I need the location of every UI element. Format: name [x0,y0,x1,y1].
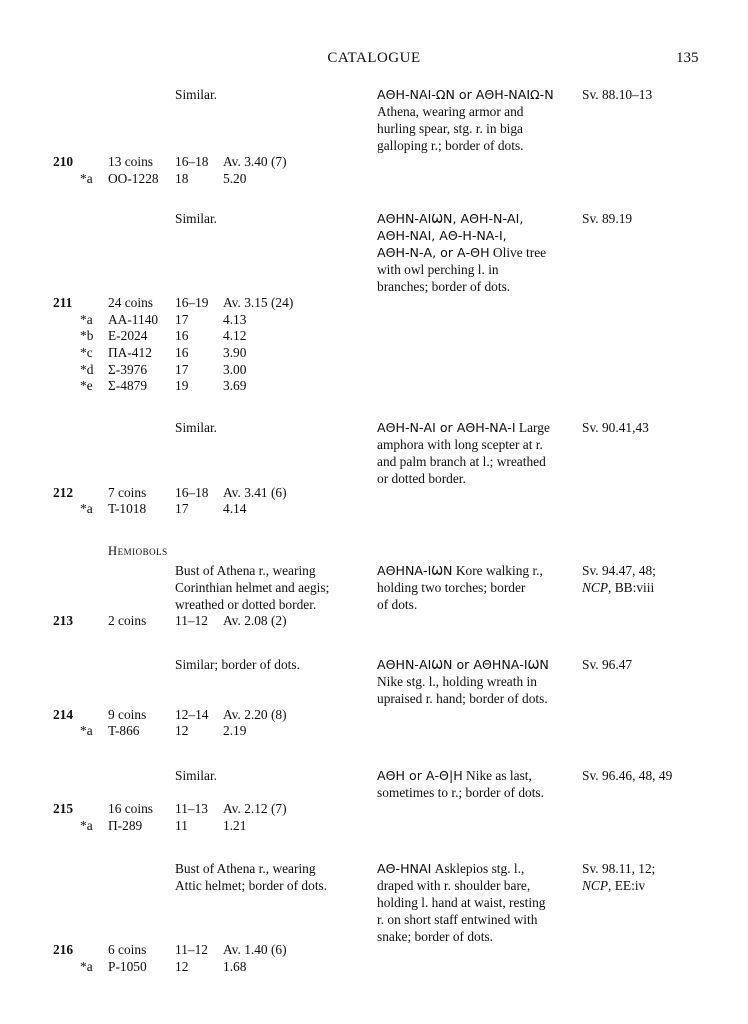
diameter-range: 12–14 [175,707,209,722]
reverse-description [377,656,567,707]
obverse-description [175,860,327,894]
coin-count: 24 coins [108,295,154,310]
reverse-legend: ΑΘΗ-Ν-Α, or Α-ΘΗ [377,245,490,260]
reverse-legend: ΑΘΗ or Α-Θ|Η [377,768,463,783]
diameter: 16 [175,345,189,360]
weight: 1.68 [223,959,247,974]
reverse-text: Asklepios stg. l., [434,861,525,876]
average-weight: Av. 1.40 (6) [223,942,287,957]
reference-abbrev: NCP [582,878,609,893]
reverse-text: Athena, wearing armor and [377,104,524,119]
diameter: 18 [175,171,189,186]
obverse-description [175,562,329,613]
reverse-text: snake; border of dots. [377,929,494,944]
specimen-mark: *a [80,723,93,738]
weight: 4.13 [223,312,247,327]
diameter: 17 [175,362,189,377]
diameter-range: 11–12 [175,613,208,628]
inventory-number: P-1050 [108,959,147,974]
reverse-text: Large [518,420,550,435]
reverse-description [377,767,567,801]
specimen-mark: *a [80,818,93,833]
average-weight: Av. 2.08 (2) [223,613,287,628]
diameter: 16 [175,328,189,343]
reverse-text: of dots. [377,597,418,612]
reverse-legend: ΑΘΗ-Ν-ΑΙ or ΑΘΗ-ΝΑ-Ι [377,420,516,435]
diameter: 17 [175,501,189,516]
inventory-number: OO-1228 [108,171,159,186]
obverse-description: Similar. [175,420,218,435]
diameter: 12 [175,723,189,738]
entry-number: 215 [53,801,74,816]
inventory-number: T-1018 [108,501,147,516]
reference: Sv. 88.10–13 [582,87,653,102]
reference [582,562,656,596]
inventory-number: Π-289 [108,818,143,833]
specimen-mark: *d [80,362,94,377]
reverse-legend: ΑΘΗ-ΝΑΙ-ΩΝ or ΑΘΗ-ΝΑΙΩ-Ν [377,87,554,102]
reference: Sv. 90.41,43 [582,420,649,435]
reverse-legend: ΑΘΗΝ-ΑΙѠΝ, ΑΘΗ-Ν-ΑΙ, [377,211,524,226]
coin-count: 16 coins [108,801,154,816]
diameter: 19 [175,378,189,393]
obverse-description: Similar. [175,211,218,226]
reference: Sv. 96.47 [582,657,633,672]
inventory-number: T-866 [108,723,140,738]
obverse-description: Similar. [175,768,218,783]
entry-number: 210 [53,154,74,169]
reference: Sv. 96.46, 48, 49 [582,768,673,783]
obverse-line: Bust of Athena r., wearing [175,563,316,578]
obverse-description: Similar; border of dots. [175,657,300,672]
reverse-text: upraised r. hand; border of dots. [377,691,548,706]
diameter: 12 [175,959,189,974]
specimen-mark: *e [80,378,93,393]
reference: Sv. 89.19 [582,211,633,226]
reverse-description [377,860,567,945]
page-title: CATALOGUE [327,50,421,66]
reverse-text: with owl perching l. in [377,262,499,277]
specimen-mark: *c [80,345,93,360]
obverse-line: wreathed or dotted border. [175,597,317,612]
average-weight: Av. 3.41 (6) [223,485,287,500]
reverse-text: Nike as last, [466,768,532,783]
entry-number: 216 [53,942,74,957]
reverse-text: Nike stg. l., holding wreath in [377,674,537,689]
specimen-mark: *a [80,312,93,327]
reverse-description [377,86,567,154]
reference-tail: , BB:viii [608,580,655,595]
reference-line: Sv. 94.47, 48; [582,563,656,578]
section-heading: Hemiobols [108,544,168,558]
reverse-description [377,562,567,613]
average-weight: Av. 2.12 (7) [223,801,287,816]
entry-number: 212 [53,485,74,500]
reverse-text: and palm branch at l.; wreathed [377,454,546,469]
reverse-description [377,210,567,295]
average-weight: Av. 3.15 (24) [223,295,294,310]
weight: 3.00 [223,362,247,377]
reference-tail: , EE:iv [608,878,646,893]
diameter-range: 16–18 [175,154,209,169]
reverse-text: Olive tree [492,245,547,260]
weight: 4.14 [223,501,247,516]
inventory-number: ΠΑ-412 [108,345,152,360]
specimen-mark: *b [80,328,94,343]
entry-number: 214 [53,707,74,722]
inventory-number: Σ-3976 [108,362,148,377]
reference-line: Sv. 98.11, 12; [582,861,656,876]
entry-number: 213 [53,613,74,628]
reverse-text: draped with r. shoulder bare, [377,878,531,893]
average-weight: Av. 3.40 (7) [223,154,287,169]
reverse-text: holding l. hand at waist, resting [377,895,546,910]
specimen-mark: *a [80,171,93,186]
coin-count: 7 coins [108,485,147,500]
entry-number: 211 [53,295,73,310]
obverse-line: Attic helmet; border of dots. [175,878,328,893]
coin-count: 9 coins [108,707,147,722]
reverse-text: galloping r.; border of dots. [377,138,524,153]
reverse-text: Kore walking r., [455,563,543,578]
reference [582,860,655,894]
diameter-range: 16–18 [175,485,209,500]
reverse-legend: ΑΘ-ΗΝΑΙ [377,861,432,876]
obverse-line: Corinthian helmet and aegis; [175,580,330,595]
specimen-mark: *a [80,501,93,516]
reference-abbrev: NCP [582,580,609,595]
reverse-text: r. on short staff entwined with [377,912,538,927]
inventory-number: Σ-4879 [108,378,148,393]
specimen-mark: *a [80,959,93,974]
weight: 4.12 [223,328,247,343]
reverse-text: amphora with long scepter at r. [377,437,543,452]
weight: 3.69 [223,378,247,393]
weight: 3.90 [223,345,247,360]
reverse-text: sometimes to r.; border of dots. [377,785,544,800]
weight: 1.21 [223,818,247,833]
reverse-description [377,419,567,487]
diameter: 11 [175,818,188,833]
page-number: 135 [676,50,699,66]
reverse-text: branches; border of dots. [377,279,511,294]
reverse-legend: ΑΘΗΝΑ-ΙѠΝ [377,563,453,578]
diameter-range: 16–19 [175,295,209,310]
obverse-line: Bust of Athena r., wearing [175,861,316,876]
obverse-description: Similar. [175,87,218,102]
coin-count: 6 coins [108,942,147,957]
average-weight: Av. 2.20 (8) [223,707,287,722]
inventory-number: E-2024 [108,328,148,343]
weight: 2.19 [223,723,247,738]
diameter-range: 11–12 [175,942,208,957]
diameter-range: 11–13 [175,801,208,816]
diameter: 17 [175,312,189,327]
reverse-text: holding two torches; border [377,580,526,595]
reverse-legend: ΑΘΗ-ΝΑΙ, ΑΘ-Η-ΝΑ-Ι, [377,228,507,243]
reverse-text: or dotted border. [377,471,466,486]
inventory-number: AA-1140 [108,312,159,327]
weight: 5.20 [223,171,247,186]
coin-count: 13 coins [108,154,154,169]
reverse-legend: ΑΘΗΝ-ΑΙѠΝ or ΑΘΗΝΑ-ΙѠΝ [377,657,549,672]
coin-count: 2 coins [108,613,147,628]
reverse-text: hurling spear, stg. r. in biga [377,121,523,136]
